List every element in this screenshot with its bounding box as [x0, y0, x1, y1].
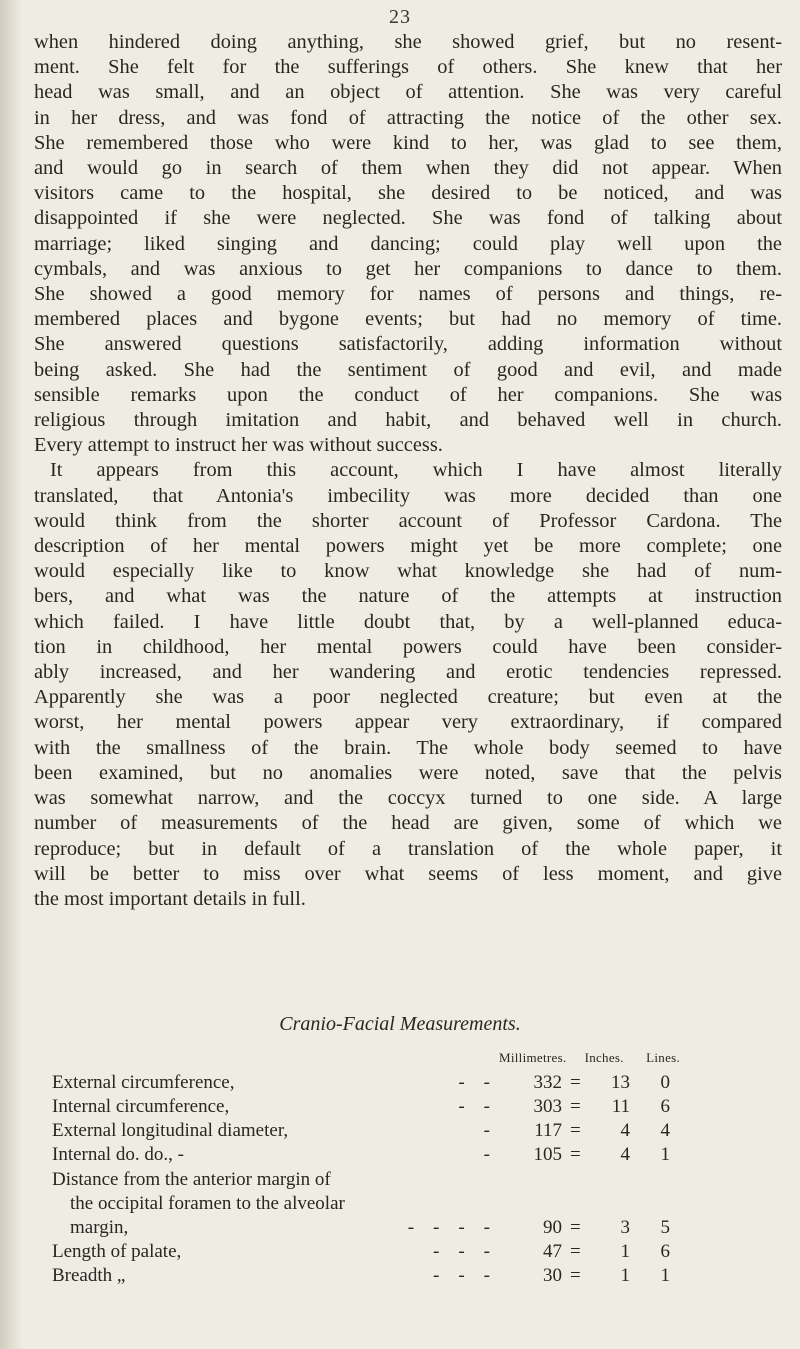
- text-line: She showed a good memory for names of persons and things, re-: [34, 283, 782, 306]
- text-line: reproduce; but in default of a translation of the whole paper, it: [34, 837, 782, 860]
- measurement-row: [52, 1241, 792, 1265]
- measurement-leader: - - -: [433, 1241, 490, 1262]
- measurement-inches: 4: [620, 1144, 630, 1165]
- text-line: being asked. She had the sentiment of good and evil, and made: [34, 358, 782, 381]
- text-line: Apparently she was a poor neglected creature; but even at the: [34, 686, 782, 709]
- measurement-row: [52, 1169, 792, 1193]
- measurement-lines: 4: [660, 1120, 670, 1141]
- text-line: with the smallness of the brain. The whole body seemed to have: [34, 736, 782, 759]
- text-line: worst, her mental powers appear very extraordinary, if compared: [34, 711, 782, 734]
- measurement-inches: 3: [620, 1217, 630, 1238]
- measurement-label: External circumference,: [52, 1072, 235, 1093]
- text-line: translated, that Antonia's imbecility was more decided than one: [34, 484, 782, 507]
- body-text: [34, 30, 782, 912]
- measurement-row: [52, 1096, 792, 1120]
- text-line: She remembered those who were kind to her, was glad to see them,: [34, 131, 782, 154]
- measurement-leader: -: [483, 1120, 490, 1141]
- measurement-lines: 0: [660, 1072, 670, 1093]
- measurement-row: [52, 1144, 792, 1168]
- measurement-lines: 6: [660, 1241, 670, 1262]
- measurement-inches: 4: [620, 1120, 630, 1141]
- text-line: in her dress, and was fond of attracting the notice of the other sex.: [34, 106, 782, 129]
- text-line: Every attempt to instruct her was without success.: [34, 434, 443, 457]
- measurement-inches: 1: [620, 1265, 630, 1286]
- measurement-label: Distance from the anterior margin of: [52, 1169, 331, 1190]
- measurement-millimetres: 117: [534, 1120, 562, 1141]
- measurement-equals: =: [570, 1120, 581, 1141]
- measurement-equals: =: [570, 1265, 581, 1286]
- text-line: ably increased, and her wandering and erotic tendencies repressed.: [34, 661, 782, 684]
- text-line: membered places and bygone events; but had no memory of time.: [34, 308, 782, 331]
- text-line: It appears from this account, which I have almost literally: [50, 459, 782, 482]
- text-line: head was small, and an object of attention. She was very careful: [34, 81, 782, 104]
- measurement-inches: 13: [611, 1072, 630, 1093]
- text-line: sensible remarks upon the conduct of her companions. She was: [34, 383, 782, 406]
- measurement-row: [52, 1193, 792, 1217]
- measurement-label: Internal circumference,: [52, 1096, 230, 1117]
- text-line: number of measurements of the head are given, some of which we: [34, 812, 782, 835]
- measurement-equals: =: [570, 1144, 581, 1165]
- text-line: marriage; liked singing and dancing; could play well upon the: [34, 232, 782, 255]
- measurement-inches: 11: [611, 1096, 630, 1117]
- measurement-millimetres: 332: [533, 1072, 562, 1093]
- text-line: will be better to miss over what seems of less moment, and give: [34, 862, 782, 885]
- text-line: and would go in search of them when they did not appear. When: [34, 157, 782, 180]
- text-line: would especially like to know what knowledge she had of num-: [34, 560, 782, 583]
- text-line: which failed. I have little doubt that, by a well-planned educa-: [34, 610, 782, 633]
- measurements-column-headers: [499, 1050, 686, 1066]
- measurement-inches: 1: [620, 1241, 630, 1262]
- measurement-millimetres: 90: [543, 1217, 562, 1238]
- measurement-label: the occipital foramen to the alveolar: [70, 1193, 345, 1214]
- page-gutter: [0, 0, 22, 1349]
- paragraph: [34, 458, 782, 912]
- measurement-label: margin,: [70, 1217, 129, 1238]
- text-line: ment. She felt for the sufferings of others. She knew that her: [34, 56, 782, 79]
- text-line: the most important details in full.: [34, 887, 306, 910]
- text-line: disappointed if she were neglected. She was fond of talking about: [34, 207, 782, 230]
- measurement-row: [52, 1265, 792, 1289]
- measurement-leader: - -: [458, 1096, 490, 1117]
- measurement-row: [52, 1120, 792, 1144]
- measurement-lines: 1: [660, 1265, 670, 1286]
- measurements-title: Cranio-Facial Measurements.: [279, 1013, 521, 1035]
- text-line: been examined, but no anomalies were noted, save that the pelvis: [34, 761, 782, 784]
- text-line: when hindered doing anything, she showed grief, but no resent-: [34, 31, 782, 53]
- measurement-millimetres: 30: [543, 1265, 562, 1286]
- measurement-leader: - -: [458, 1072, 490, 1093]
- measurement-lines: 1: [660, 1144, 670, 1165]
- measurement-label: Breadth „: [52, 1265, 126, 1286]
- text-line: religious through imitation and habit, and behaved well in church.: [34, 409, 782, 432]
- measurement-equals: =: [570, 1096, 581, 1117]
- text-line: visitors came to the hospital, she desired to be noticed, and was: [34, 182, 782, 205]
- measurement-leader: -: [483, 1144, 490, 1165]
- page-number: 23: [389, 6, 411, 28]
- column-header-millimetres: Millimetres.: [499, 1050, 567, 1065]
- measurement-lines: 6: [660, 1096, 670, 1117]
- measurement-equals: =: [570, 1072, 581, 1093]
- measurement-row: [52, 1217, 792, 1241]
- measurement-lines: 5: [660, 1217, 670, 1238]
- measurement-label: Internal do. do., -: [52, 1144, 184, 1165]
- measurement-label: Length of palate,: [52, 1241, 182, 1262]
- measurement-equals: =: [570, 1241, 581, 1262]
- text-line: tion in childhood, her mental powers could have been consider-: [34, 635, 782, 658]
- paragraph: [34, 30, 782, 458]
- measurement-leader: - - -: [433, 1265, 490, 1286]
- measurement-label: External longitudinal diameter,: [52, 1120, 289, 1141]
- text-line: bers, and what was the nature of the attempts at instruction: [34, 585, 782, 608]
- text-line: cymbals, and was anxious to get her companions to dance to them.: [34, 257, 782, 280]
- measurement-leader: - - - -: [407, 1217, 490, 1238]
- measurement-millimetres: 47: [543, 1241, 562, 1262]
- measurement-millimetres: 105: [533, 1144, 562, 1165]
- text-line: description of her mental powers might yet be more complete; one: [34, 535, 782, 558]
- measurement-row: [52, 1072, 792, 1096]
- text-line: would think from the shorter account of Professor Cardona. The: [34, 509, 782, 532]
- text-line: was somewhat narrow, and the coccyx turned to one side. A large: [34, 787, 782, 810]
- measurement-equals: =: [570, 1217, 581, 1238]
- measurement-millimetres: 303: [533, 1096, 562, 1117]
- text-line: She answered questions satisfactorily, adding information without: [34, 333, 782, 356]
- column-header-inches: Inches.: [584, 1050, 624, 1065]
- column-header-lines: Lines.: [646, 1050, 681, 1065]
